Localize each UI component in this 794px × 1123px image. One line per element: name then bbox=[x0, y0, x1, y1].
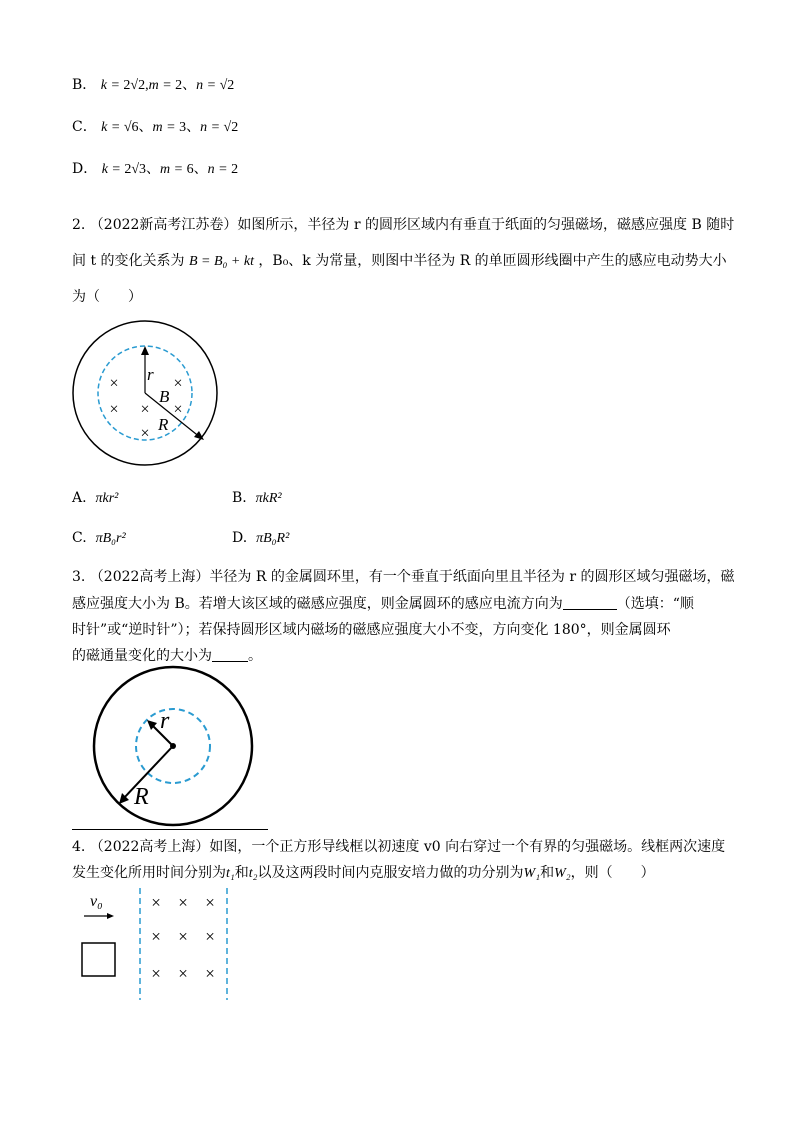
n-value: √2 bbox=[219, 78, 235, 93]
v0-label: v₀ bbox=[90, 893, 103, 910]
q2-option-c[interactable]: C. πB₀r² bbox=[72, 530, 126, 546]
option-label: D． bbox=[72, 161, 98, 177]
k-value: √6 bbox=[123, 120, 139, 135]
q4-text-line2: 发生变化所用时间分别为t₁和t₂以及这两段时间内克服安培力做的功分别为W₁和W₂，则（ ） bbox=[72, 865, 655, 881]
cross: × bbox=[178, 893, 188, 912]
field-crosses bbox=[109, 375, 182, 442]
cross: × bbox=[151, 927, 161, 946]
q2-formula: B = B₀ + kt bbox=[188, 254, 254, 269]
q3-text-line4: 的磁通量变化的大小为 。 bbox=[72, 648, 262, 664]
n-value: 2 bbox=[231, 162, 239, 177]
option-b[interactable]: B． k = 2√2,m = 2、n = √2 bbox=[72, 77, 235, 93]
option-d[interactable]: D． k = 2√3、m = 6、n = 2 bbox=[72, 161, 239, 177]
cross: × bbox=[151, 893, 161, 912]
answer-blank-flux[interactable] bbox=[212, 647, 248, 662]
m-value: 2 bbox=[175, 78, 183, 93]
square-frame bbox=[82, 943, 115, 976]
k-value: 2√2 bbox=[123, 78, 146, 93]
R-label: R bbox=[158, 415, 169, 434]
m-value: 6 bbox=[186, 162, 194, 177]
divider bbox=[72, 829, 268, 830]
cross: × bbox=[151, 964, 161, 983]
q2-figure bbox=[70, 318, 226, 474]
q2-option-a[interactable]: A. πkr² bbox=[72, 490, 119, 506]
m-value: 3 bbox=[179, 120, 187, 135]
r-label: r bbox=[160, 708, 170, 734]
q4-figure bbox=[76, 886, 236, 1002]
cross: × bbox=[140, 401, 150, 418]
cross: × bbox=[178, 927, 188, 946]
q2-text-line3: 为（ ） bbox=[72, 289, 142, 305]
B-label: B bbox=[159, 387, 170, 406]
cross: × bbox=[178, 964, 188, 983]
cross: × bbox=[205, 964, 215, 983]
cross: × bbox=[205, 893, 215, 912]
option-label: C． bbox=[72, 119, 97, 135]
q3-text-line3: 时针”或“逆时针”）；若保持圆形区域内磁场的磁感应强度大小不变，方向变化 180°，则金属圆环 bbox=[72, 622, 671, 638]
cross: × bbox=[173, 401, 183, 418]
r-arrowhead bbox=[141, 346, 149, 355]
q2-text-line1: 2. （2022新高考江苏卷）如图所示，半径为 r 的圆形区域内有垂直于纸面的匀强磁场，磁感应强度 B 随时 bbox=[72, 217, 735, 233]
r-label: r bbox=[147, 365, 154, 384]
n-value: √2 bbox=[223, 120, 239, 135]
cross: × bbox=[109, 375, 119, 392]
q2-option-d[interactable]: D. πB₀R² bbox=[232, 530, 290, 546]
q4-text-line1: 4. （2022高考上海）如图，一个正方形导线框以初速度 v0 向右穿过一个有界的匀强磁场。线框两次速度 bbox=[72, 839, 726, 855]
q3-text-line1: 3. （2022高考上海）半径为 R 的金属圆环里，有一个垂直于纸面向里且半径为 r 的圆形区域匀强磁场，磁 bbox=[72, 569, 735, 585]
field-crosses bbox=[151, 893, 215, 983]
q3-text-line2: 感应强度大小为 B。若增大该区域的磁感应强度，则金属圆环的感应电流方向为 （选填：“顺 bbox=[72, 596, 694, 612]
R-label: R bbox=[134, 784, 149, 810]
cross: × bbox=[173, 375, 183, 392]
q2-option-b[interactable]: B. πkR² bbox=[232, 490, 282, 506]
cross: × bbox=[140, 425, 150, 442]
option-label: B． bbox=[72, 77, 97, 93]
k-value: 2√3 bbox=[124, 162, 147, 177]
option-c[interactable]: C． k = √6、m = 3、n = √2 bbox=[72, 119, 239, 135]
velocity-arrowhead bbox=[107, 913, 114, 919]
answer-blank-direction[interactable] bbox=[563, 595, 617, 610]
q3-figure bbox=[90, 662, 260, 832]
q2-text-line2: 间 t 的变化关系为 B = B₀ + kt ，B₀、k 为常量，则图中半径为 R 的单匝圆形线圈中产生的感应电动势大小 bbox=[72, 253, 727, 269]
cross: × bbox=[205, 927, 215, 946]
cross: × bbox=[109, 401, 119, 418]
